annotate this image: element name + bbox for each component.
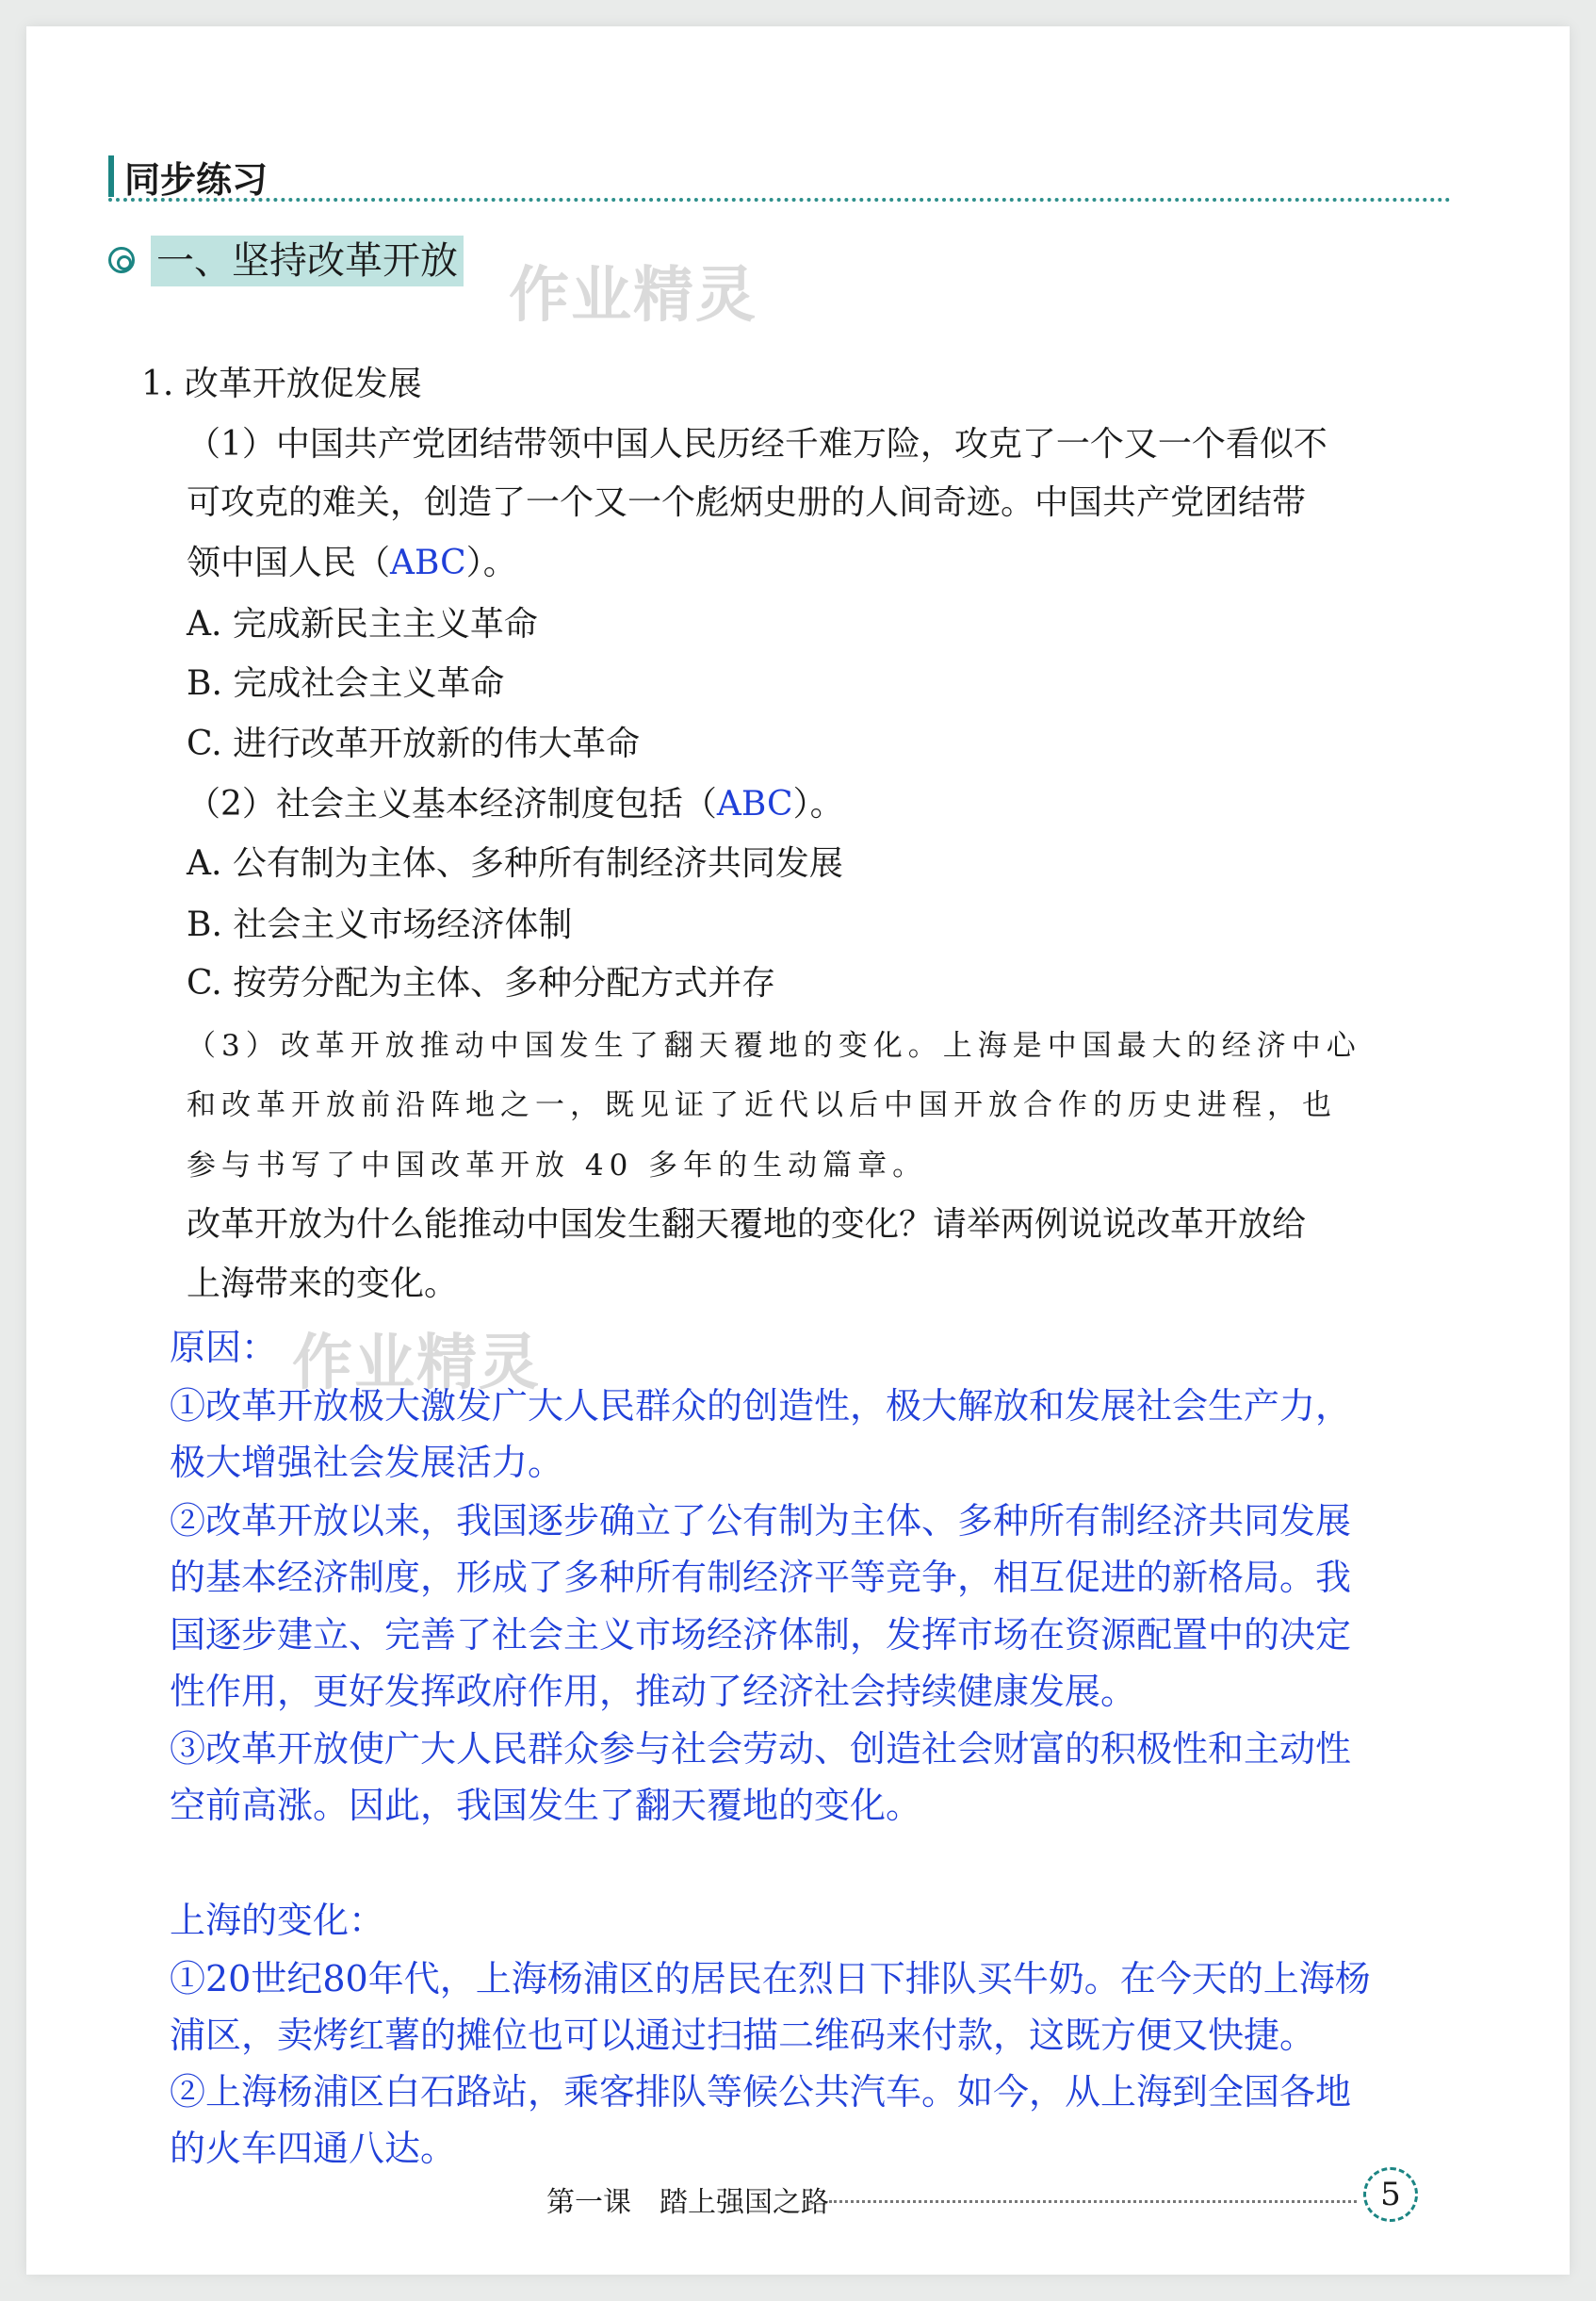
option: C. 按劳分配为主体、多种分配方式并存 <box>187 964 776 1003</box>
q1-s3-question: 改革开放为什么能推动中国发生翻天覆地的变化？请举两例说说改革开放给 <box>187 1205 1307 1244</box>
q1-s3-line: 参与书写了中国改革开放 40 多年的生动篇章。 <box>187 1149 928 1183</box>
answer-line: ①改革开放极大激发广大人民群众的创造性，极大解放和发展社会生产力， <box>170 1385 1352 1427</box>
q1-s1-text: 领中国人民（ <box>187 544 391 582</box>
part-title: 一、坚持改革开放 <box>151 236 464 286</box>
shanghai-label: 上海的变化： <box>170 1900 385 1941</box>
answer-line: ③改革开放使广大人民群众参与社会劳动、创造社会财富的积极性和主动性 <box>170 1728 1352 1770</box>
option: B. 完成社会主义革命 <box>187 664 505 703</box>
footer-divider <box>829 2200 1357 2203</box>
watermark: 作业精灵 <box>292 1329 541 1398</box>
option: C. 进行改革开放新的伟大革命 <box>187 725 641 763</box>
option: A. 公有制为主体、多种所有制经济共同发展 <box>187 844 843 883</box>
answer-line: 空前高涨。因此，我国发生了翻天覆地的变化。 <box>170 1785 922 1826</box>
answer-line: ②改革开放以来，我国逐步确立了公有制为主体、多种所有制经济共同发展 <box>170 1500 1352 1542</box>
answer-line: 的基本经济制度，形成了多种所有制经济平等竞争，相互促进的新格局。我 <box>170 1557 1352 1598</box>
q1-s1-line: （1）中国共产党团结带领中国人民历经千难万险，攻克了一个又一个看似不 <box>187 425 1327 464</box>
option: B. 社会主义市场经济体制 <box>187 906 573 944</box>
question-title: 1. 改革开放促发展 <box>141 365 422 403</box>
answer-line: ①20世纪80年代，上海杨浦区的居民在烈日下排队买牛奶。在今天的上海杨 <box>170 1958 1371 1999</box>
q1-s1-suffix: ）。 <box>465 544 517 582</box>
answer-line: 国逐步建立、完善了社会主义市场经济体制，发挥市场在资源配置中的决定 <box>170 1614 1352 1656</box>
answer-line: ②上海杨浦区白石路站，乘客排队等候公共汽车。如今，从上海到全国各地 <box>170 2071 1352 2113</box>
section-title: 同步练习 <box>124 159 269 201</box>
section-bar <box>108 155 114 197</box>
footer-title: 第一课 踏上强国之路 <box>546 2186 829 2219</box>
q1-s3-line: 和改革开放前沿阵地之一，既见证了近代以后中国开放合作的历史进程，也 <box>187 1088 1337 1122</box>
q1-s2 <box>187 786 844 824</box>
q1-s1-line: 可攻克的难关，创造了一个又一个彪炳史册的人间奇迹。中国共产党团结带 <box>187 483 1307 522</box>
reason-label: 原因： <box>170 1327 278 1368</box>
page-number: 5 <box>1363 2167 1418 2222</box>
q1-s2-text: （2）社会主义基本经济制度包括（ <box>187 785 717 824</box>
q1-s1-line <box>187 545 517 582</box>
q1-s3-question: 上海带来的变化。 <box>187 1265 459 1303</box>
answer-line: 极大增强社会发展活力。 <box>170 1442 564 1483</box>
q1-s3-line: （3）改革开放推动中国发生了翻天覆地的变化。上海是中国最大的经济中心 <box>187 1029 1361 1063</box>
watermark: 作业精灵 <box>509 261 757 331</box>
option: A. 完成新民主主义革命 <box>187 605 538 644</box>
section-divider <box>108 198 1451 202</box>
q1-s2-suffix: ）。 <box>792 785 844 824</box>
answer-line: 浦区，卖烤红薯的摊位也可以通过扫描二维码来付款，这既方便又快捷。 <box>170 2015 1316 2056</box>
answer-line: 的火车四通八达。 <box>170 2128 457 2169</box>
q1-s2-answer: ABC <box>716 785 793 824</box>
q1-s1-answer: ABC <box>390 544 466 582</box>
double-circle-icon <box>108 247 135 273</box>
answer-line: 性作用，更好发挥政府作用，推动了经济社会持续健康发展。 <box>170 1671 1137 1712</box>
